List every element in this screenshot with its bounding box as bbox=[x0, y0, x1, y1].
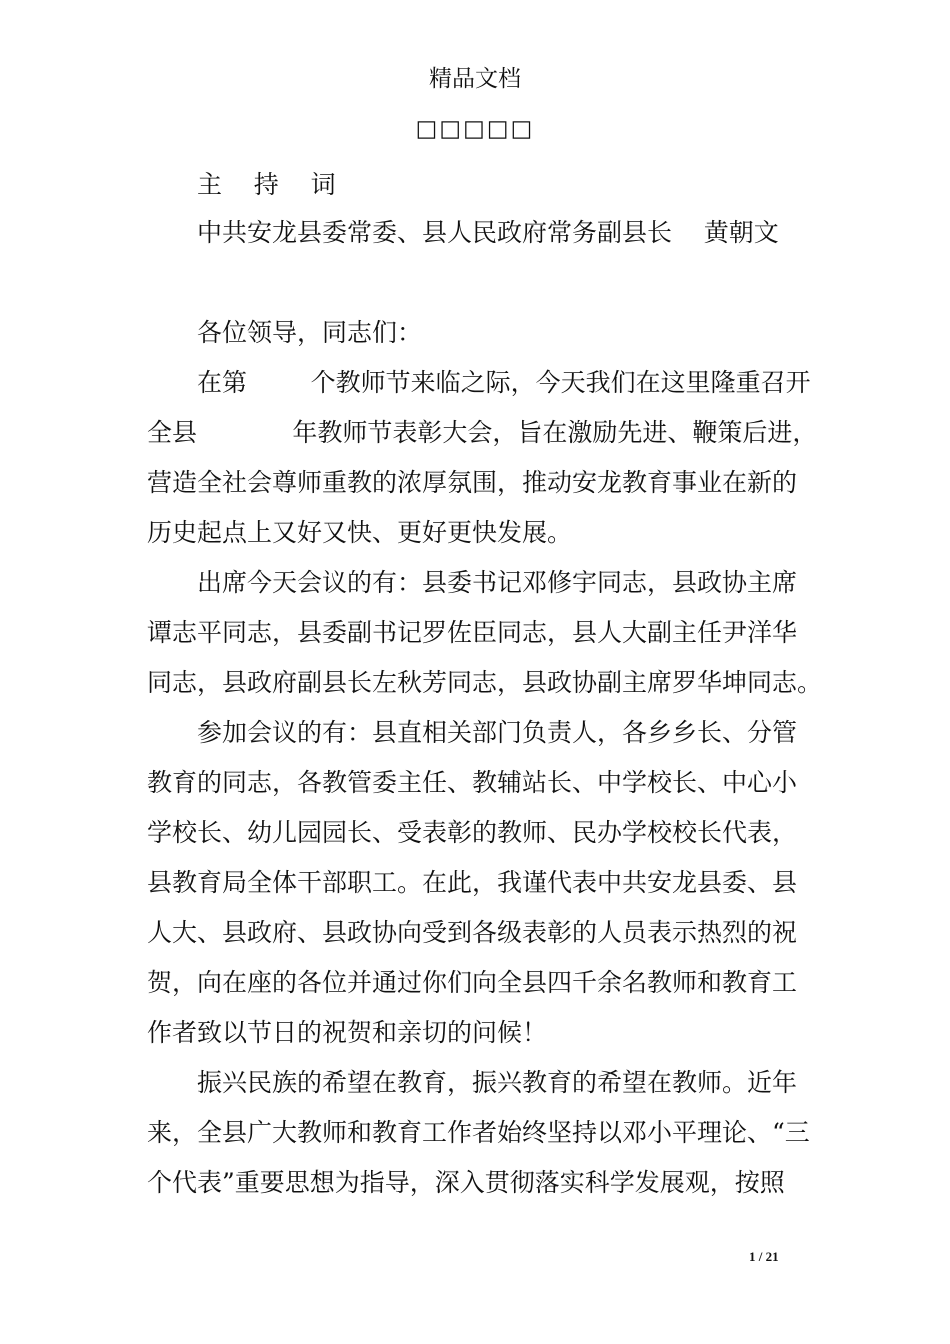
body-line: 参加会议的有：县直相关部门负责人，各乡乡长、分管 bbox=[197, 718, 798, 747]
page-number: 1 / 21 bbox=[749, 1249, 779, 1264]
body-line: 在第 个教师节来临之际，今天我们在这里隆重召开 bbox=[197, 368, 811, 397]
body-line: 人大、县政府、县政协向受到各级表彰的人员表示热烈的祝 bbox=[147, 918, 798, 947]
body-line: 来，全县广大教师和教育工作者始终坚持以邓小平理论、“三 bbox=[147, 1118, 810, 1147]
body-line: 全县 年教师节表彰大会，旨在激励先进、鞭策后进， bbox=[147, 418, 818, 447]
salutation: 各位领导，同志们： bbox=[197, 318, 423, 347]
body-line: 教育的同志，各教管委主任、教辅站长、中学校长、中心小 bbox=[147, 768, 798, 797]
body-line: 谭志平同志，县委副书记罗佐臣同志，县人大副主任尹洋华 bbox=[147, 618, 798, 647]
body-line: 学校长、幼儿园园长、受表彰的教师、民办学校校长代表， bbox=[147, 818, 798, 847]
document-header: 精品文档 bbox=[429, 66, 521, 92]
body-line: 贺，向在座的各位并通过你们向全县四千余名教师和教育工 bbox=[147, 968, 798, 997]
body-line: 历史起点上又好又快、更好更快发展。 bbox=[147, 518, 573, 547]
document-subtitle: □□□□□ bbox=[415, 116, 535, 142]
speech-title: 主 持 词 bbox=[197, 170, 336, 199]
body-line: 个代表”重要思想为指导，深入贯彻落实科学发展观，按照 bbox=[147, 1168, 785, 1197]
body-line: 振兴民族的希望在教育，振兴教育的希望在教师。近年 bbox=[197, 1068, 798, 1097]
body-line: 同志，县政府副县长左秋芳同志，县政协副主席罗华坤同志。 bbox=[147, 668, 823, 697]
body-line: 营造全社会尊师重教的浓厚氛围，推动安龙教育事业在新的 bbox=[147, 468, 798, 497]
body-line: 县教育局全体干部职工。在此，我谨代表中共安龙县委、县 bbox=[147, 868, 798, 897]
body-line: 作者致以节日的祝贺和亲切的问候！ bbox=[147, 1018, 548, 1047]
speaker-line: 中共安龙县委常委、县人民政府常务副县长 黄朝文 bbox=[197, 218, 779, 247]
body-line: 出席今天会议的有：县委书记邓修宇同志，县政协主席 bbox=[197, 568, 798, 597]
